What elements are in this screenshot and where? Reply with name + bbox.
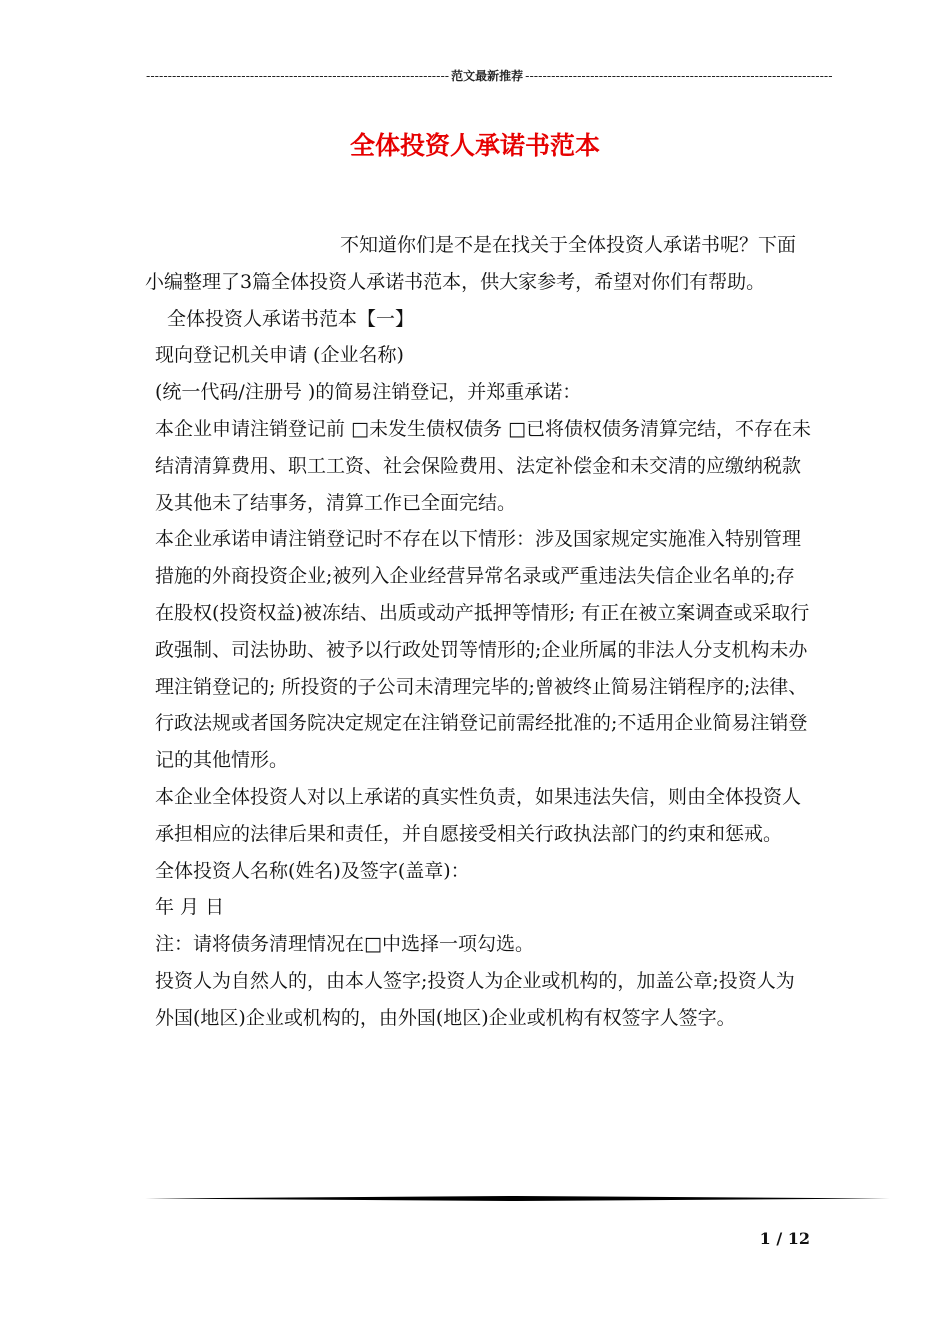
page-header <box>146 66 833 86</box>
section-heading: 全体投资人承诺书范本【一】 <box>167 307 415 330</box>
date-line: 年 月 日 <box>155 896 225 919</box>
page-number: 1 / 12 <box>759 1229 810 1248</box>
document-title: 全体投资人承诺书范本 <box>349 131 600 160</box>
intro-paragraph: 不知道你们是不是在找关于全体投资人承诺书呢？下面小编整理了3篇全体投资人承诺书范本，供大家参考，希望对你们有帮助。 <box>145 234 797 293</box>
note-line: 注：请将债务清理情况在□中选择一项勾选。 <box>155 933 534 956</box>
signing-instructions: 投资人为自然人的，由本人签字;投资人为企业或机构的，加盖公章;投资人为外国(地区)企业或机构的，由外国(地区)企业或机构有权签字人签字。 <box>155 969 795 1029</box>
application-line: 现向登记机关申请 (企业名称) <box>155 344 404 367</box>
signature-line: 全体投资人名称(姓名)及签字(盖章)： <box>155 859 470 882</box>
header-dashes-left: ---------------------------------------------------------------------- <box>146 69 450 83</box>
conditions-paragraph: 本企业承诺申请注销登记时不存在以下情形：涉及国家规定实施准入特别管理措施的外商投资企业;被列入企业经营异常名录或严重违法失信企业名单的;存在股权(投资权益)被冻结、出质或动产抵押等情形; 有正在被立案调查或采取行政强制、司法协助、被予以行政处罚等情形的;企业所属的非法人分支机构未办理注销登记的; 所投资的子公司未清理完毕的;曾被终止简易注销程序的;法律、行政法规或者国务院决定规定在注销登记前需经批准的;不适用企业简易注销登记的其他情形。 <box>155 528 810 772</box>
code-line: (统一代码/注册号 )的简易注销登记，并郑重承诺： <box>155 381 582 404</box>
responsibility-paragraph: 本企业全体投资人对以上承诺的真实性负责，如果违法失信，则由全体投资人承担相应的法律后果和责任，并自愿接受相关行政执法部门的约束和惩戒。 <box>155 785 802 845</box>
document-body <box>145 227 813 1037</box>
footer-rule <box>145 1196 890 1201</box>
debt-paragraph: 本企业申请注销登记前 □未发生债权债务 □已将债权债务清算完结，不存在未结清清算费用、职工工资、社会保险费用、法定补偿金和未交清的应缴纳税款及其他未了结事务，清算工作已全面完结。 <box>155 417 811 514</box>
header-dashes-right: ----------------------------------------------------------------------- <box>525 69 833 83</box>
header-label: 范文最新推荐 <box>451 69 524 83</box>
